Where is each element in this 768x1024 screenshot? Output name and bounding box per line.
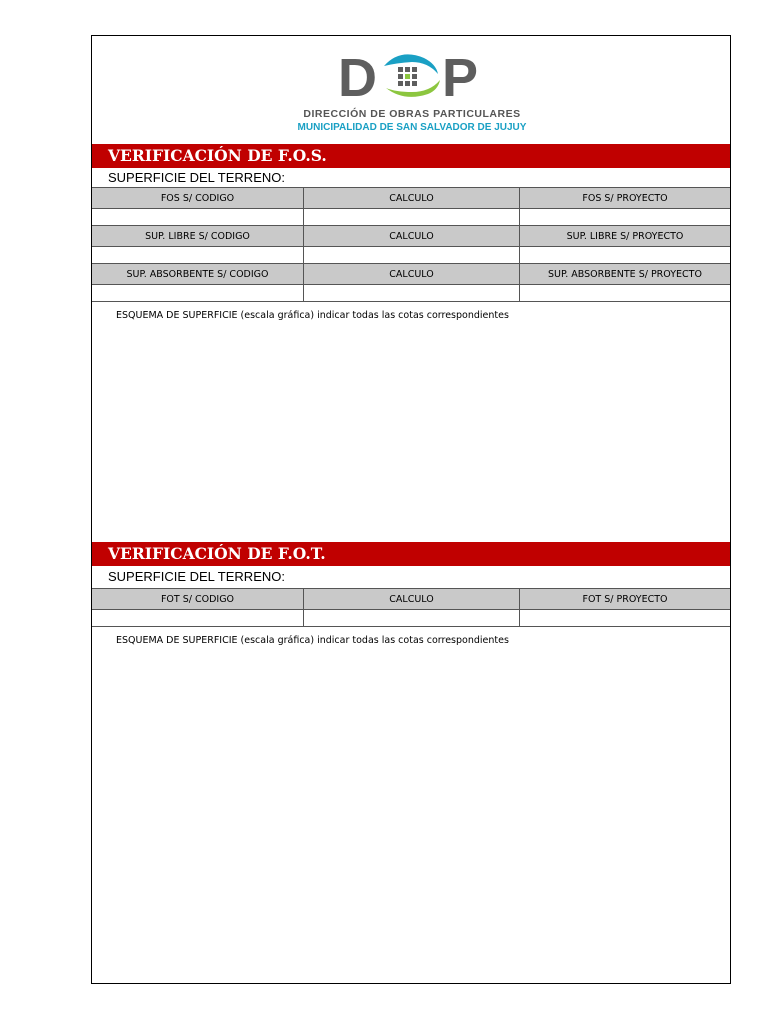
sup-libre-proyecto-header: SUP. LIBRE S/ PROYECTO — [566, 230, 684, 242]
org-name: DIRECCIÓN DE OBRAS PARTICULARES — [303, 108, 521, 120]
fos-calculo-field[interactable] — [304, 209, 520, 225]
sup-libre-codigo-header: SUP. LIBRE S/ CODIGO — [92, 226, 304, 246]
form-sheet — [91, 35, 731, 984]
fos-input-row-1 — [92, 208, 730, 225]
municipality-name: MUNICIPALIDAD DE SAN SALVADOR DE JUJUY — [297, 122, 527, 133]
fos-superficie-label: SUPERFICIE DEL TERRENO: — [108, 170, 285, 185]
fos-calculo-header: CALCULO — [304, 188, 520, 208]
sup-absorbente-calculo-field[interactable] — [304, 285, 520, 301]
fos-header-row-2 — [92, 225, 730, 246]
fos-codigo-header: FOS S/ CODIGO — [92, 188, 304, 208]
fos-proyecto-header: FOS S/ PROYECTO — [582, 192, 668, 204]
sup-absorbente-proyecto-field[interactable] — [520, 285, 730, 301]
logo-letter-d: D — [338, 48, 377, 104]
sup-libre-proyecto-field[interactable] — [520, 247, 730, 263]
fot-section-title: VERIFICACIÓN DE F.O.T. — [92, 542, 730, 566]
sup-libre-calculo-field[interactable] — [304, 247, 520, 263]
fos-header-row-1 — [92, 187, 730, 208]
sup-absorbente-codigo-field[interactable] — [92, 285, 304, 301]
fot-proyecto-field[interactable] — [520, 610, 730, 626]
fot-calculo-header: CALCULO — [304, 589, 520, 609]
fos-esquema-label: ESQUEMA DE SUPERFICIE (escala gráfica) indicar todas las cotas correspondientes — [116, 310, 509, 321]
dop-logo-icon — [338, 48, 488, 104]
fot-calculo-field[interactable] — [304, 610, 520, 626]
sup-absorbente-codigo-header: SUP. ABSORBENTE S/ CODIGO — [92, 264, 304, 284]
fos-proyecto-field[interactable] — [520, 209, 730, 225]
sup-libre-codigo-field[interactable] — [92, 247, 304, 263]
fos-codigo-field[interactable] — [92, 209, 304, 225]
fot-proyecto-header: FOT S/ PROYECTO — [582, 593, 668, 605]
sup-absorbente-calculo-header: CALCULO — [304, 264, 520, 284]
fot-esquema-label: ESQUEMA DE SUPERFICIE (escala gráfica) indicar todas las cotas correspondientes — [116, 635, 509, 646]
fot-codigo-header: FOT S/ CODIGO — [92, 589, 304, 609]
sup-absorbente-proyecto-header: SUP. ABSORBENTE S/ PROYECTO — [548, 268, 702, 280]
fot-superficie-label: SUPERFICIE DEL TERRENO: — [108, 569, 285, 584]
fos-section-title: VERIFICACIÓN DE F.O.S. — [92, 144, 730, 168]
fos-header-row-3 — [92, 263, 730, 284]
fos-input-row-2 — [92, 246, 730, 263]
fos-input-row-3 — [92, 284, 730, 302]
sup-libre-calculo-header: CALCULO — [304, 226, 520, 246]
fot-codigo-field[interactable] — [92, 610, 304, 626]
fot-input-row — [92, 609, 730, 627]
logo-letter-p: P — [442, 48, 479, 104]
fot-header-row — [92, 588, 730, 609]
